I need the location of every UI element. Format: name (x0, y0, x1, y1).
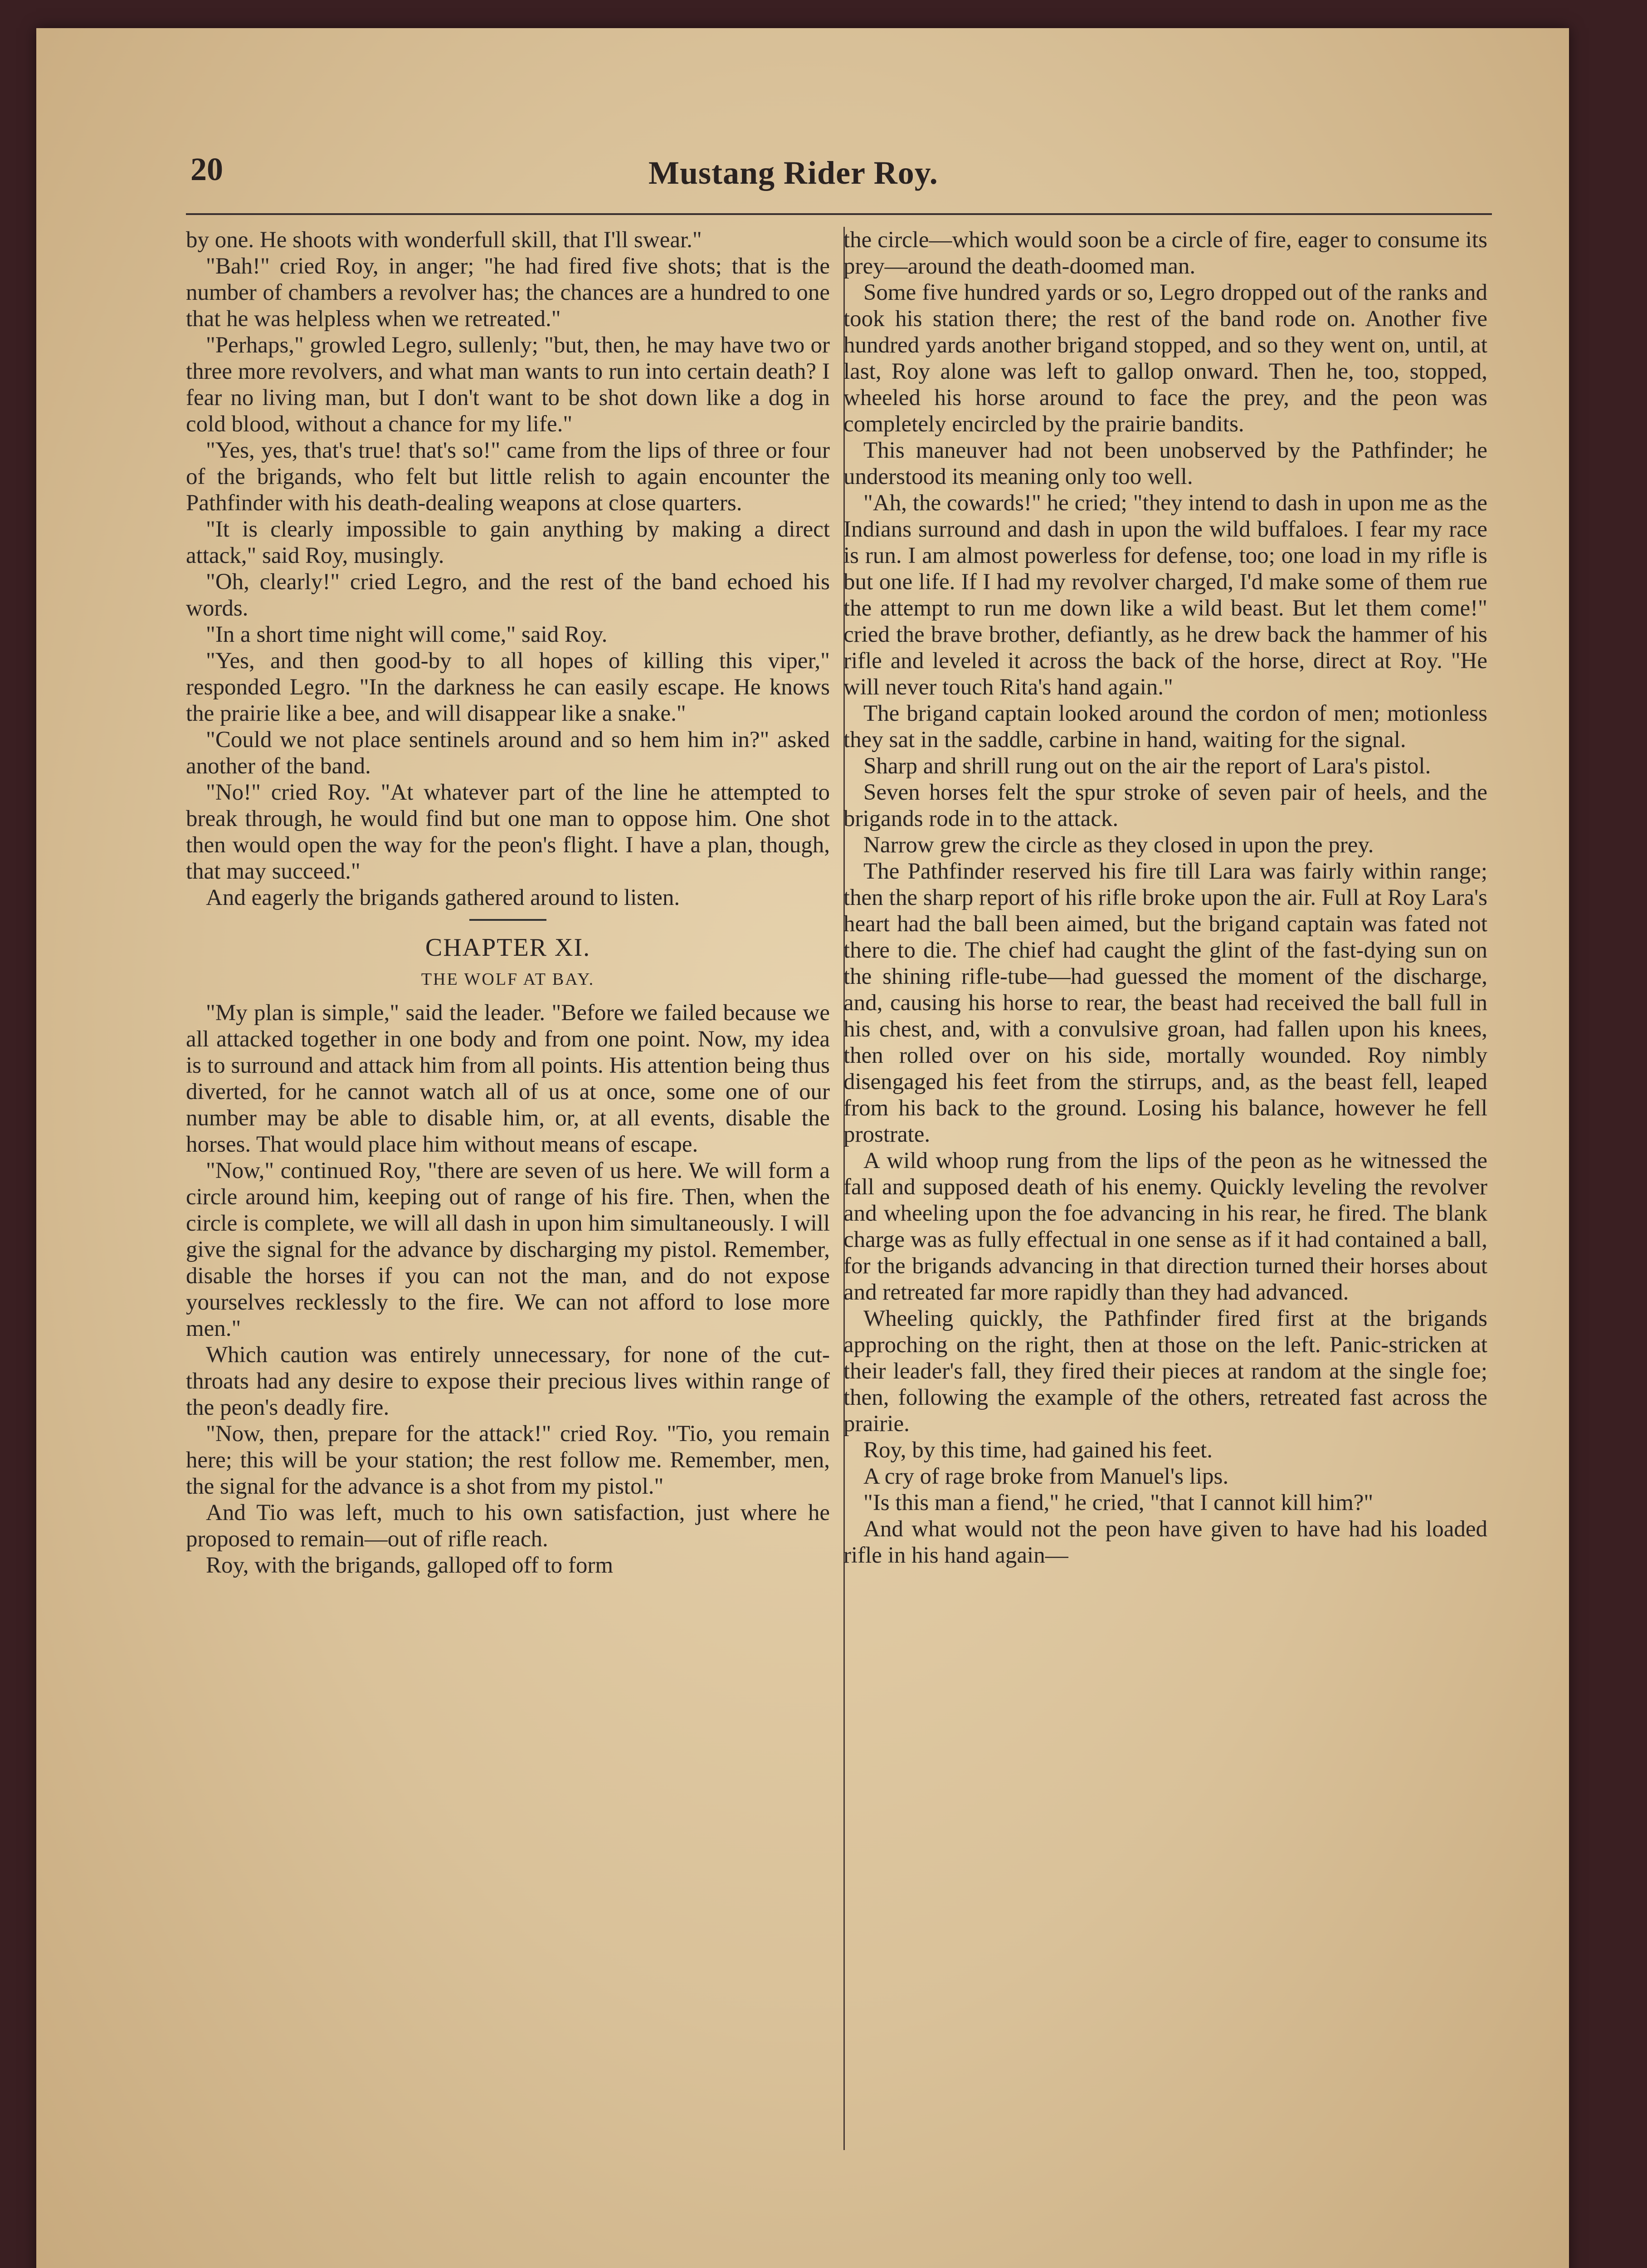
paragraph: "Could we not place sentinels around and so hem him in?" asked another of the band. (186, 727, 830, 779)
paragraph: Roy, with the brigands, galloped off to form (206, 1553, 614, 1578)
page-header (150, 145, 1492, 200)
paragraph: "It is clearly impossible to gain anything by making a direct attack," said Roy, musingly. (186, 517, 830, 568)
paragraph: "Yes, yes, that's true! that's so!" came from the lips of three or four of the brigands, who felt but little relish to again encounter the Pathfinder with his death-dealing weapons at close quarters. (186, 438, 830, 516)
chapter-heading: CHAPTER XI. (425, 934, 591, 962)
paragraph: "Oh, clearly!" cried Legro, and the rest of the band echoed his words. (186, 569, 830, 621)
left-column (186, 227, 830, 1579)
paragraph: Narrow grew the circle as they closed in upon the prey. (863, 832, 1374, 858)
paragraph: "Now," continued Roy, "there are seven of us here. We will form a circle around him, keeping out of range of his fire. Then, when the circle is complete, we will all dash in upon him simultaneously. I will give the signal for the advance by discharging my pistol. Remember, disable the horses if you can not the man, and do not expose yourselves recklessly to the fire. We can not afford to lose more men." (186, 1158, 830, 1341)
paragraph: The brigand captain looked around the cordon of men; motionless they sat in the saddle, carbine in hand, waiting for the signal. (843, 701, 1487, 753)
page-number: 20 (190, 151, 223, 187)
paragraph: Roy, by this time, had gained his feet. (863, 1437, 1213, 1463)
paragraph: "Ah, the cowards!" he cried; "they intend to dash in upon me as the Indians surround and dash in upon the wild buffaloes. I fear my race is run. I am almost powerless for defense, too; one load in my rifle is but one life. If I had my revolver charged, I'd make some of them rue the attempt to run me down like a wild beast. But let them come!" cried the brave brother, defiantly, as he drew back the hammer of his rifle and leveled it across the back of the horse, direct at Roy. "He will never touch Rita's hand again." (843, 490, 1487, 700)
paragraph: Sharp and shrill rung out on the air the report of Lara's pistol. (863, 753, 1431, 779)
paragraph: And what would not the peon have given to have had his loaded rifle in his hand again— (843, 1516, 1487, 1568)
paragraph: And eagerly the brigands gathered around to listen. (206, 885, 680, 910)
right-column (843, 227, 1487, 1569)
paragraph: "Now, then, prepare for the attack!" cried Roy. "Tio, you remain here; this will be your station; the rest follow me. Remember, men, the signal for the advance is a shot from my pistol." (186, 1421, 830, 1499)
paragraph: Which caution was entirely unnecessary, for none of the cut-throats had any desire to expose their precious lives within range of the peon's deadly fire. (186, 1342, 830, 1420)
paragraph: by one. He shoots with wonderfull skill, that I'll swear." (186, 227, 702, 253)
chapter-divider (469, 919, 546, 921)
paragraph: Seven horses felt the spur stroke of seven pair of heels, and the brigands rode in to the attack. (843, 780, 1487, 831)
paragraph: Wheeling quickly, the Pathfinder fired first at the brigands approching on the right, then at those on the left. Panic-stricken at their leader's fall, they fired their pieces at random at the single foe; then, following the example of the others, retreated fast across the prairie. (843, 1306, 1487, 1437)
paragraph: "No!" cried Roy. "At whatever part of the line he attempted to break through, he would find but one man to oppose him. One shot then would open the way for the peon's flight. I have a plan, though, that may succeed." (186, 780, 830, 884)
paragraph: And Tio was left, much to his own satisfaction, just where he proposed to remain—out of rifle reach. (186, 1500, 830, 1552)
paragraph: the circle—which would soon be a circle of fire, eager to consume its prey—around the death-doomed man. (843, 227, 1487, 279)
paragraph: "Is this man a fiend," he cried, "that I cannot kill him?" (863, 1490, 1374, 1515)
paragraph: Some five hundred yards or so, Legro dropped out of the ranks and took his station there; the rest of the band rode on. Another five hundred yards another brigand stopped, and so they went on, until, at last, Roy alone was left to gallop onward. Then he, too, stopped, wheeled his horse around to face the prey, and the peon was completely encircled by the prairie bandits. (843, 280, 1487, 437)
paragraph: "My plan is simple," said the leader. "Before we failed because we all attacked together in one body and from one point. Now, my idea is to surround and attack him from all points. His attention being thus diverted, for he cannot watch all of us at once, some one of our number may be able to disable him, or, at all events, disable the horses. That would place him without means of escape. (186, 1000, 830, 1157)
header-rule (186, 213, 1492, 215)
paragraph: "Bah!" cried Roy, in anger; "he had fired five shots; that is the number of chambers a revolver has; the chances are a hundred to one that he was helpless when we retreated." (186, 254, 830, 332)
paragraph: A cry of rage broke from Manuel's lips. (863, 1464, 1229, 1489)
paragraph: "In a short time night will come," said Roy. (206, 622, 608, 647)
paragraph: "Yes, and then good-by to all hopes of killing this viper," responded Legro. "In the darkness he can easily escape. He knows the prairie like a bee, and will disappear like a snake." (186, 648, 830, 726)
paragraph: This maneuver had not been unobserved by the Pathfinder; he understood its meaning only too well. (843, 438, 1487, 489)
paragraph: The Pathfinder reserved his fire till Lara was fairly within range; then the sharp report of his rifle broke upon the air. Full at Roy Lara's heart had the ball been aimed, but the brigand captain was fated not there to die. The chief had caught the glint of the fast-dying sun on the shining rifle-tube—had guessed the moment of the discharge, and, causing his horse to rear, the beast had received the ball full in his chest, and, with a convulsive groan, had fallen upon his knees, then rolled over on his side, mortally wounded. Roy nimbly disengaged his feet from the stirrups, and, as the beast fell, leaped from his back to the ground. Losing his balance, however he fell prostrate. (843, 859, 1487, 1147)
running-title: Mustang Rider Roy. (648, 155, 938, 191)
chapter-subtitle: THE WOLF AT BAY. (421, 970, 595, 989)
paragraph: A wild whoop rung from the lips of the peon as he witnessed the fall and supposed death of his enemy. Quickly leveling the revolver and wheeling upon the foe advancing in his rear, he fired. The blank charge was as fully effectual in one sense as if it had contained a ball, for the brigands advancing in that direction turned their horses about and retreated far more rapidly than they had advanced. (843, 1148, 1487, 1305)
paragraph: "Perhaps," growled Legro, sullenly; "but, then, he may have two or three more revolvers, and what man wants to run into certain death? I fear no living man, but I don't want to be shot down like a dog in cold blood, without a chance for my life." (186, 332, 830, 437)
